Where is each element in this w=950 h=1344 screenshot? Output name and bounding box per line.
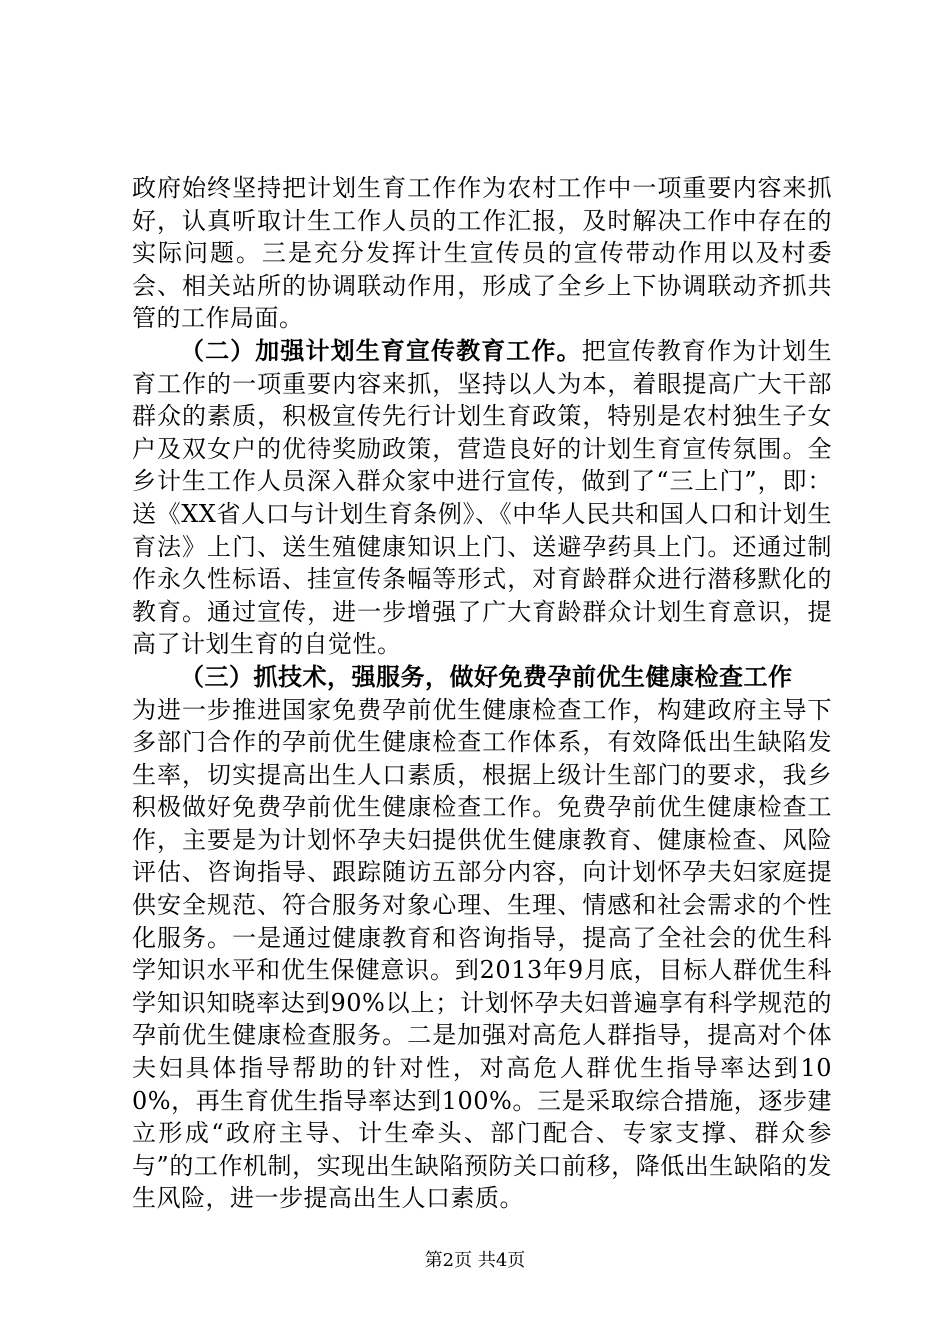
section-3-heading: （三）抓技术，强服务，做好免费孕前优生健康检查工作 [180,661,793,691]
section-3-body: 为进一步推进国家免费孕前优生健康检查工作，构建政府主导下多部门合作的孕前优生健康检查工作体系，有效降低出生缺陷发生率，切实提高出生人口素质，根据上级计生部门的要求，我乡积极做好免费孕前优生健康检查工作。免费孕前优生健康检查工作，主要是为计划怀孕夫妇提供优生健康教育、健康检查、风险评估、咨询指导、跟踪随访五部分内容，向计划怀孕夫妇家庭提供安全规范、符合服务对象心理、生理、情感和社会需求的个性化服务。一是通过健康教育和咨询指导，提高了全社会的优生科学知识水平和优生保健意识。到2013年9月底，目标人群优生科学知识知晓率达到90%以上；计划怀孕夫妇普遍享有科学规范的孕前优生健康检查服务。二是加强对高危人群指导，提高对个体夫妇具体指导帮助的针对性，对高危人群优生指导率达到100%，再生育优生指导率达到100%。三是采取综合措施，逐步建立形成“政府主导、计生牵头、部门配合、专家支撑、群众参与”的工作机制，实现出生缺陷预防关口前移，降低出生缺陷的发生风险，进一步提高出生人口素质。 [132,695,832,1213]
paragraph-section-2 [132,335,832,661]
document-body [132,172,832,1215]
page-number-footer: 第2页 共4页 [424,1250,526,1271]
paragraph-continuation: 政府始终坚持把计划生育工作作为农村工作中一项重要内容来抓好，认真听取计生工作人员的工作汇报，及时解决工作中存在的实际问题。三是充分发挥计生宣传员的宣传带动作用以及村委会、相关站所的协调联动作用，形成了全乡上下协调联动齐抓共管的工作局面。 [132,174,832,333]
section-2-body: 把宣传教育作为计划生育工作的一项重要内容来抓，坚持以人为本，着眼提高广大干部群众的素质，积极宣传先行计划生育政策，特别是农村独生子女户及双女户的优待奖励政策，营造良好的计划生育宣传氛围。全乡计生工作人员深入群众家中进行宣传，做到了“三上门”，即：送《XX省人口与计划生育条例》、《中华人民共和国人口和计划生育法》上门、送生殖健康知识上门、送避孕药具上门。还通过制作永久性标语、挂宣传条幅等形式，对育龄群众进行潜移默化的教育。通过宣传，进一步增强了广大育龄群众计划生育意识，提高了计划生育的自觉性。 [132,336,833,659]
section-2-heading: （二）加强计划生育宣传教育工作。 [180,335,582,365]
